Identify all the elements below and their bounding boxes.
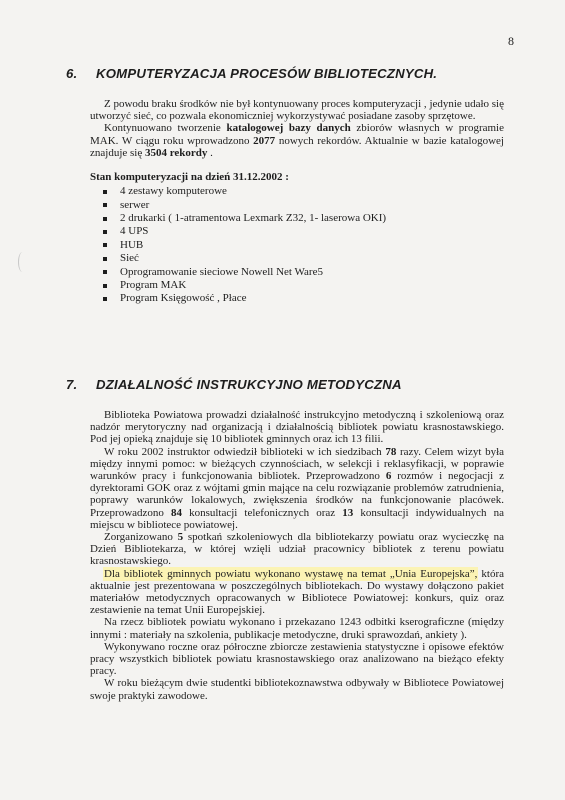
list-item: [90, 185, 504, 198]
section-7-number: 7.: [66, 377, 78, 392]
list-item-text: Sieć: [120, 252, 139, 265]
section-7-title: DZIAŁALNOŚĆ INSTRUKCYJNO METODYCZNA: [96, 377, 402, 392]
list-item-text: serwer: [120, 198, 150, 211]
list-item-text: HUB: [120, 238, 144, 251]
s6-paragraph-1: Z powodu braku środków nie był kontynuowany proces komputeryzacji , jedynie udało się utworzyć sieć, co pozwala ekonomiczniej wykorzystywać posiadane zasoby sprzętowe.: [90, 98, 504, 123]
bullet-icon: [103, 284, 107, 288]
bold-run: 78: [385, 445, 397, 458]
list-item-text: Oprogramowanie sieciowe Nowell Net Ware5: [120, 265, 323, 278]
text-run: Zorganizowano: [104, 531, 178, 544]
text-run: konsultacji indywidualnych na miejscu w bibliotece powiatowej.: [90, 506, 505, 531]
text-run: Kontynuowano tworzenie: [104, 122, 227, 135]
list-item-text: 4 UPS: [120, 225, 149, 238]
list-item: [90, 199, 504, 212]
list-item: [90, 212, 504, 225]
s7-paragraph-7: W roku bieżącym dwie studentki bibliotekoznawstwa odbywały w Bibliotece Powiatowej swoje praktyki zawodowe.: [90, 677, 504, 702]
list-item: [90, 292, 504, 305]
text-run: W roku 2002 instruktor odwiedził biblioteki w ich siedzibach: [104, 445, 386, 458]
section-6-body: [90, 98, 504, 306]
list-item: [90, 279, 504, 292]
text-run: która aktualnie jest prezentowana w poszczególnych bibliotekach. Do wystawy dołączono pakiet materiałów metodycznych opracowanych w Bibliotece Powiatowej: konkurs, quiz oraz zestawienie na temat Unii Europejskiej.: [90, 567, 504, 617]
s7-paragraph-6: Wykonywano roczne oraz półroczne zbiorcze zestawienia statystyczne i opisowe efektów pracy wszystkich bibliotek powiatu krasnostawskiego oraz analizowano na bieżąco efekty pracy.: [90, 640, 504, 678]
bullet-icon: [103, 203, 107, 207]
text-run: konsultacji telefonicznych oraz: [182, 506, 343, 519]
bold-run: 3504 rekordy: [144, 146, 208, 159]
list-item: [90, 239, 504, 252]
text-run: spotkań szkoleniowych dla bibliotekarzy powiatu oraz wycieczkę na Dzień Bibliotekarza, w której wzięli udział pracownicy bibliotek z terenu powiatu krasnostawskiego.: [90, 531, 504, 568]
list-item: [90, 266, 504, 279]
list-item-text: 2 drukarki ( 1-atramentowa Lexmark Z32, 1- laserowa OKI): [120, 212, 387, 225]
bold-run: 13: [342, 506, 354, 519]
s7-paragraph-5: Na rzecz bibliotek powiatu wykonano i przekazano 1243 odbitki kserograficzne (między innymi : materiały na szkolenia, publikacje metodyczne, druki sprawozdań, ankiety ).: [90, 616, 504, 641]
highlighted-text: Dla bibliotek gminnych powiatu wykonano wystawę na temat „Unia Europejska”,: [104, 567, 478, 580]
bullet-icon: [103, 217, 107, 221]
s7-paragraph-2: [90, 446, 504, 531]
list-item-text: Program Księgowość , Płace: [120, 292, 247, 305]
bold-run: katalogowej bazy danych: [226, 122, 351, 135]
bullet-icon: [103, 230, 107, 234]
s7-paragraph-3: [90, 531, 504, 568]
bullet-icon: [103, 257, 107, 261]
list-item: [90, 252, 504, 265]
section-6-number: 6.: [66, 66, 78, 81]
text-run: nowych rekordów. Aktualnie w bazie katalogowej znajduje się: [90, 134, 504, 159]
status-list: [90, 185, 504, 306]
status-heading: Stan komputeryzacji na dzień 31.12.2002 :: [90, 171, 289, 184]
section-6-title: KOMPUTERYZACJA PROCESÓW BIBLIOTECZNYCH.: [96, 66, 438, 81]
s6-paragraph-2: [90, 122, 504, 159]
list-item-text: 4 zestawy komputerowe: [120, 185, 227, 198]
bullet-icon: [103, 190, 107, 194]
list-item-text: Program MAK: [120, 279, 187, 292]
page-number: 8: [508, 34, 514, 48]
s7-paragraph-4: [90, 568, 504, 617]
text-run: rozmów i negocjacji z dyrektorami GOK oraz z wójtami gmin mające na celu rozwiązanie problemów zatrudnienia, poprawy warunków lokalowych, zwiększenia środków na funkcjonowanie placówek. Przeprowadzono: [90, 470, 504, 519]
text-run: zbiorów własnych w programie MAK. W ciągu roku wprowadzono: [90, 122, 504, 147]
bold-run: 84: [171, 506, 182, 519]
bold-run: 5: [177, 531, 184, 544]
bullet-icon: [103, 270, 107, 274]
bold-run: 6: [385, 470, 392, 483]
scan-mark: [18, 252, 27, 272]
list-item: [90, 225, 504, 238]
section-7-body: [90, 409, 504, 702]
text-run: .: [207, 146, 213, 159]
bullet-icon: [103, 243, 107, 247]
s7-paragraph-1: Biblioteka Powiatowa prowadzi działalność instrukcyjno metodyczną i szkoleniową oraz nadzór merytoryczny nad organizacją i działalnością bibliotek powiatu krasnostawskiego. Pod jej opieką znajduje się 10 bibliotek gminnych oraz ich 13 filii.: [90, 409, 504, 446]
bullet-icon: [103, 297, 107, 301]
text-run: razy. Celem wizyt była między innymi pomoc: w bieżących czynnościach, w selekcji i reklasyfikacji, w poprawie warunków pracy i funkcjonowania bibliotek. Przeprowadzono: [90, 445, 505, 483]
bold-run: 2077: [253, 134, 276, 147]
